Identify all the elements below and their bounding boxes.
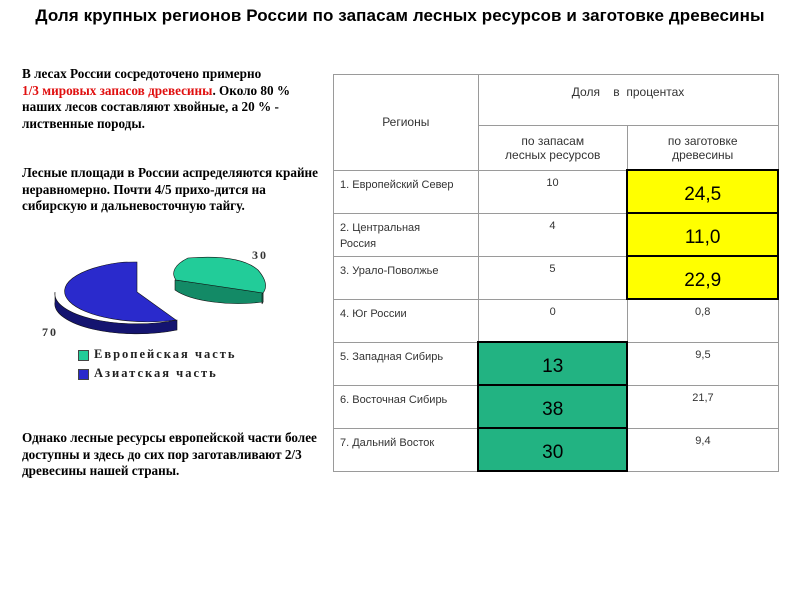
resources-cell-highlight: 30 [478,428,627,471]
legend-label-european: Европейская часть [94,347,237,361]
resources-cell: 4 [478,213,627,256]
table-row [334,213,779,256]
harvest-cell-highlight: 24,5 [627,170,778,213]
distribution-paragraph: Лесные площади в России аспределяются крайне неравномерно. Почти 4/5 прихо-дится на сибирскую и дальневосточную тайгу. [22,165,318,213]
conclusion-paragraph: Однако лесные ресурсы европейской части более доступны и здесь до сих пор заготавливают 2/3 древесины нашей страны. [22,430,317,478]
harvest-cell-highlight: 11,0 [627,213,778,256]
resources-cell-highlight: 38 [478,385,627,428]
harvest-cell: 9,4 [627,428,778,471]
table-row [334,170,779,213]
intro-text-rest: . Около 80 % наших лесов составляют хвойные, а 20 % - лиственные породы. [22,82,291,131]
intro-highlight: 1/3 мировых запасов древесины [22,82,213,98]
region-cell: 6. Восточная Сибирь [334,385,479,428]
legend-swatch-european [78,350,89,361]
legend-label-asian: Азиатская часть [94,366,218,380]
harvest-cell-highlight: 22,9 [627,256,778,299]
regions-table [333,74,779,472]
resources-cell: 5 [478,256,627,299]
region-cell: 1. Европейский Север [334,170,479,213]
legend-swatch-asian [78,369,89,380]
region-cell: 7. Дальний Восток [334,428,479,471]
intro-paragraph [22,66,322,132]
intro-text-start: В лесах России сосредоточено примерно [22,66,262,81]
harvest-cell: 9,5 [627,342,778,385]
header-resources: по запасам лесных ресурсов [478,126,627,171]
legend-item-european [78,346,278,363]
harvest-cell: 0,8 [627,299,778,342]
header-harvest: по заготовке древесины [627,126,778,171]
table-row [334,385,779,428]
pie-label-asian: 70 [42,325,58,339]
resources-cell: 10 [478,170,627,213]
region-cell: 5. Западная Сибирь [334,342,479,385]
resources-cell: 0 [478,299,627,342]
page-title: Доля крупных регионов России по запасам лесных ресурсов и заготовке древесины [35,6,765,25]
pie-slice-asian [65,262,176,322]
table-row [334,342,779,385]
region-cell: 3. Урало-Поволжье [334,256,479,299]
pie-chart [40,250,280,340]
table-row [334,428,779,471]
region-cell: 2. Центральная Россия [334,213,479,256]
pie-slice-european-front [262,292,263,304]
pie-legend [78,346,278,382]
harvest-cell: 21,7 [627,385,778,428]
resources-cell-highlight: 13 [478,342,627,385]
pie-label-european: 30 [252,248,268,262]
table-row [334,299,779,342]
pie-chart-svg [40,250,280,340]
header-region: Регионы [334,75,479,171]
region-cell: 4. Юг России [334,299,479,342]
table-row [334,256,779,299]
header-share: Доля в процентах [478,75,778,126]
legend-item-asian [78,365,278,382]
